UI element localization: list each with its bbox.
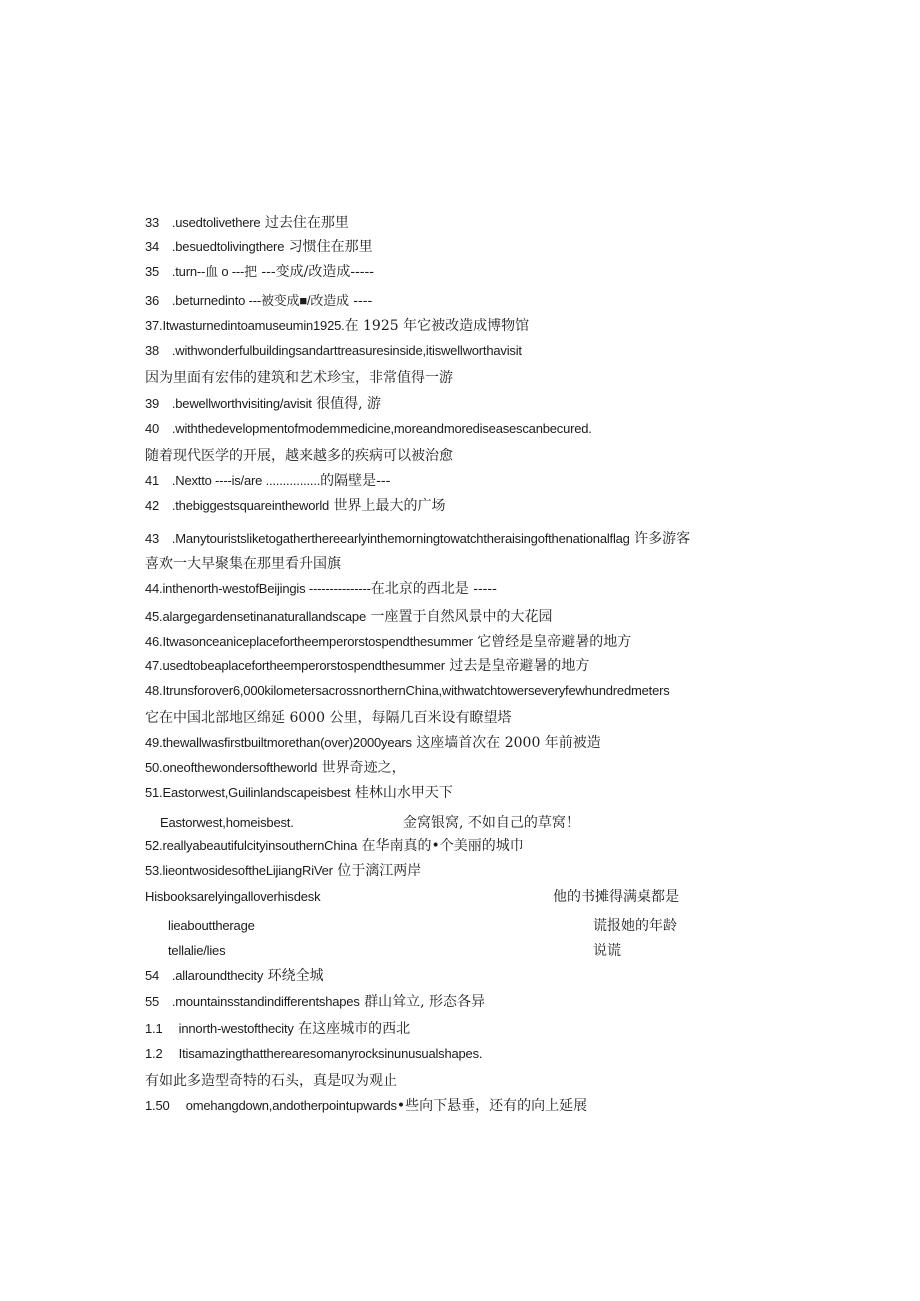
note-line-46: 46.Itwasonceaniceplacefortheemperorstospendthesummer 它曾经是皇帝避暑的地方 [145, 634, 632, 650]
note-line-55: 55 .mountainsstandindifferentshapes 群山耸立, 形态各异 [145, 994, 485, 1010]
note-line-51-example-translation: 金窝银窝, 不如自己的草窝！ [403, 815, 580, 831]
note-line-49: 49.thewallwasfirstbuiltmorethan(over)2000years 这座墙首次在 2000 年前被造 [145, 735, 601, 751]
note-line-41: 41 .Nextto ----is/are ................的隔壁是--- [145, 473, 391, 489]
note-line-36: 36 .beturnedinto ---被变成■/改造成 ---- [145, 293, 373, 309]
note-example-lie-age-translation: 谎报她的年龄 [593, 918, 677, 934]
note-line-1-2-translation: 有如此多造型奇特的石头，真是叹为观止 [145, 1073, 397, 1089]
note-line-45: 45.alargegardensetinanaturallandscape 一座置于自然风景中的大花园 [145, 609, 553, 625]
note-line-1-1: 1.1 innorth-westofthecity 在这座城市的西北 [145, 1021, 411, 1037]
note-line-54: 54 .allaroundthecity 环绕全城 [145, 968, 324, 984]
note-line-1-2: 1.2 Itisamazingthattherearesomanyrocksinunusualshapes. [145, 1046, 483, 1061]
note-example-books: Hisbooksarelyingalloverhisdesk [145, 889, 321, 904]
note-line-40-translation: 随着现代医学的开展，越来越多的疾病可以被治愈 [145, 448, 453, 464]
note-line-34: 34 .besuedtolivingthere 习惯住在那里 [145, 239, 373, 255]
note-example-books-translation: 他的书摊得满桌都是 [553, 889, 679, 905]
note-line-35: 35 .turn--血 o ---把 ---变成/改造成----- [145, 264, 374, 280]
note-line-51-example: Eastorwest,homeisbest. [160, 815, 294, 830]
note-line-42: 42 .thebiggestsquareintheworld 世界上最大的广场 [145, 498, 446, 514]
note-line-52: 52.reallyabeautifulcityinsouthernChina 在华南真的•个美丽的城巾 [145, 838, 524, 854]
note-line-43-translation: 喜欢一大早聚集在那里看升国旗 [145, 556, 341, 572]
note-line-44: 44.inthenorth-westofBeijingis ---------------在北京的西北是 ----- [145, 581, 497, 597]
note-line-37: 37.Itwasturnedintoamuseumin1925.在 1925 年它被改造成博物馆 [145, 318, 530, 334]
note-line-33: 33 .usedtolivethere 过去住在那里 [145, 215, 349, 231]
note-line-40: 40 .withthedevelopmentofmodemmedicine,moreandmorediseasescanbecured. [145, 421, 592, 436]
note-line-48-translation: 它在中国北部地区绵延 6000 公里，每隔几百米设有瞭望塔 [145, 710, 512, 726]
note-line-38: 38 .withwonderfulbuildingsandarttreasuresinside,itiswellworthavisit [145, 343, 522, 358]
note-example-lie-age: lieabouttherage [168, 918, 255, 933]
note-line-39: 39 .bewellworthvisiting/avisit 很值得, 游 [145, 396, 382, 412]
note-line-51: 51.Eastorwest,Guilinlandscapeisbest 桂林山水甲天下 [145, 785, 453, 801]
note-line-47: 47.usedtobeaplacefortheemperorstospendthesummer 过去是皇帝避暑的地方 [145, 658, 590, 674]
note-line-43: 43 .Manytouristsliketogatherthereearlyinthemorningtowatchtheraisingofthenationalflag 许多游客 [145, 531, 691, 547]
note-line-53: 53.lieontwosidesoftheLijiangRiVer 位于漓江两岸 [145, 863, 422, 879]
note-line-48: 48.Itrunsforover6,000kilometersacrossnorthernChina,withwatchtowerseveryfewhundredmeters [145, 683, 670, 698]
note-line-38-translation: 因为里面有宏伟的建筑和艺术珍宝，非常值得一游 [145, 370, 453, 386]
note-line-50: 50.oneofthewondersoftheworld 世界奇迹之， [145, 760, 406, 776]
note-line-1-50: 1.50 omehangdown,andotherpointupwards•些向下悬垂，还有的向上延展 [145, 1098, 588, 1114]
note-example-tell-lie-translation: 说谎 [593, 943, 621, 959]
note-example-tell-lie: tellalie/lies [168, 943, 226, 958]
